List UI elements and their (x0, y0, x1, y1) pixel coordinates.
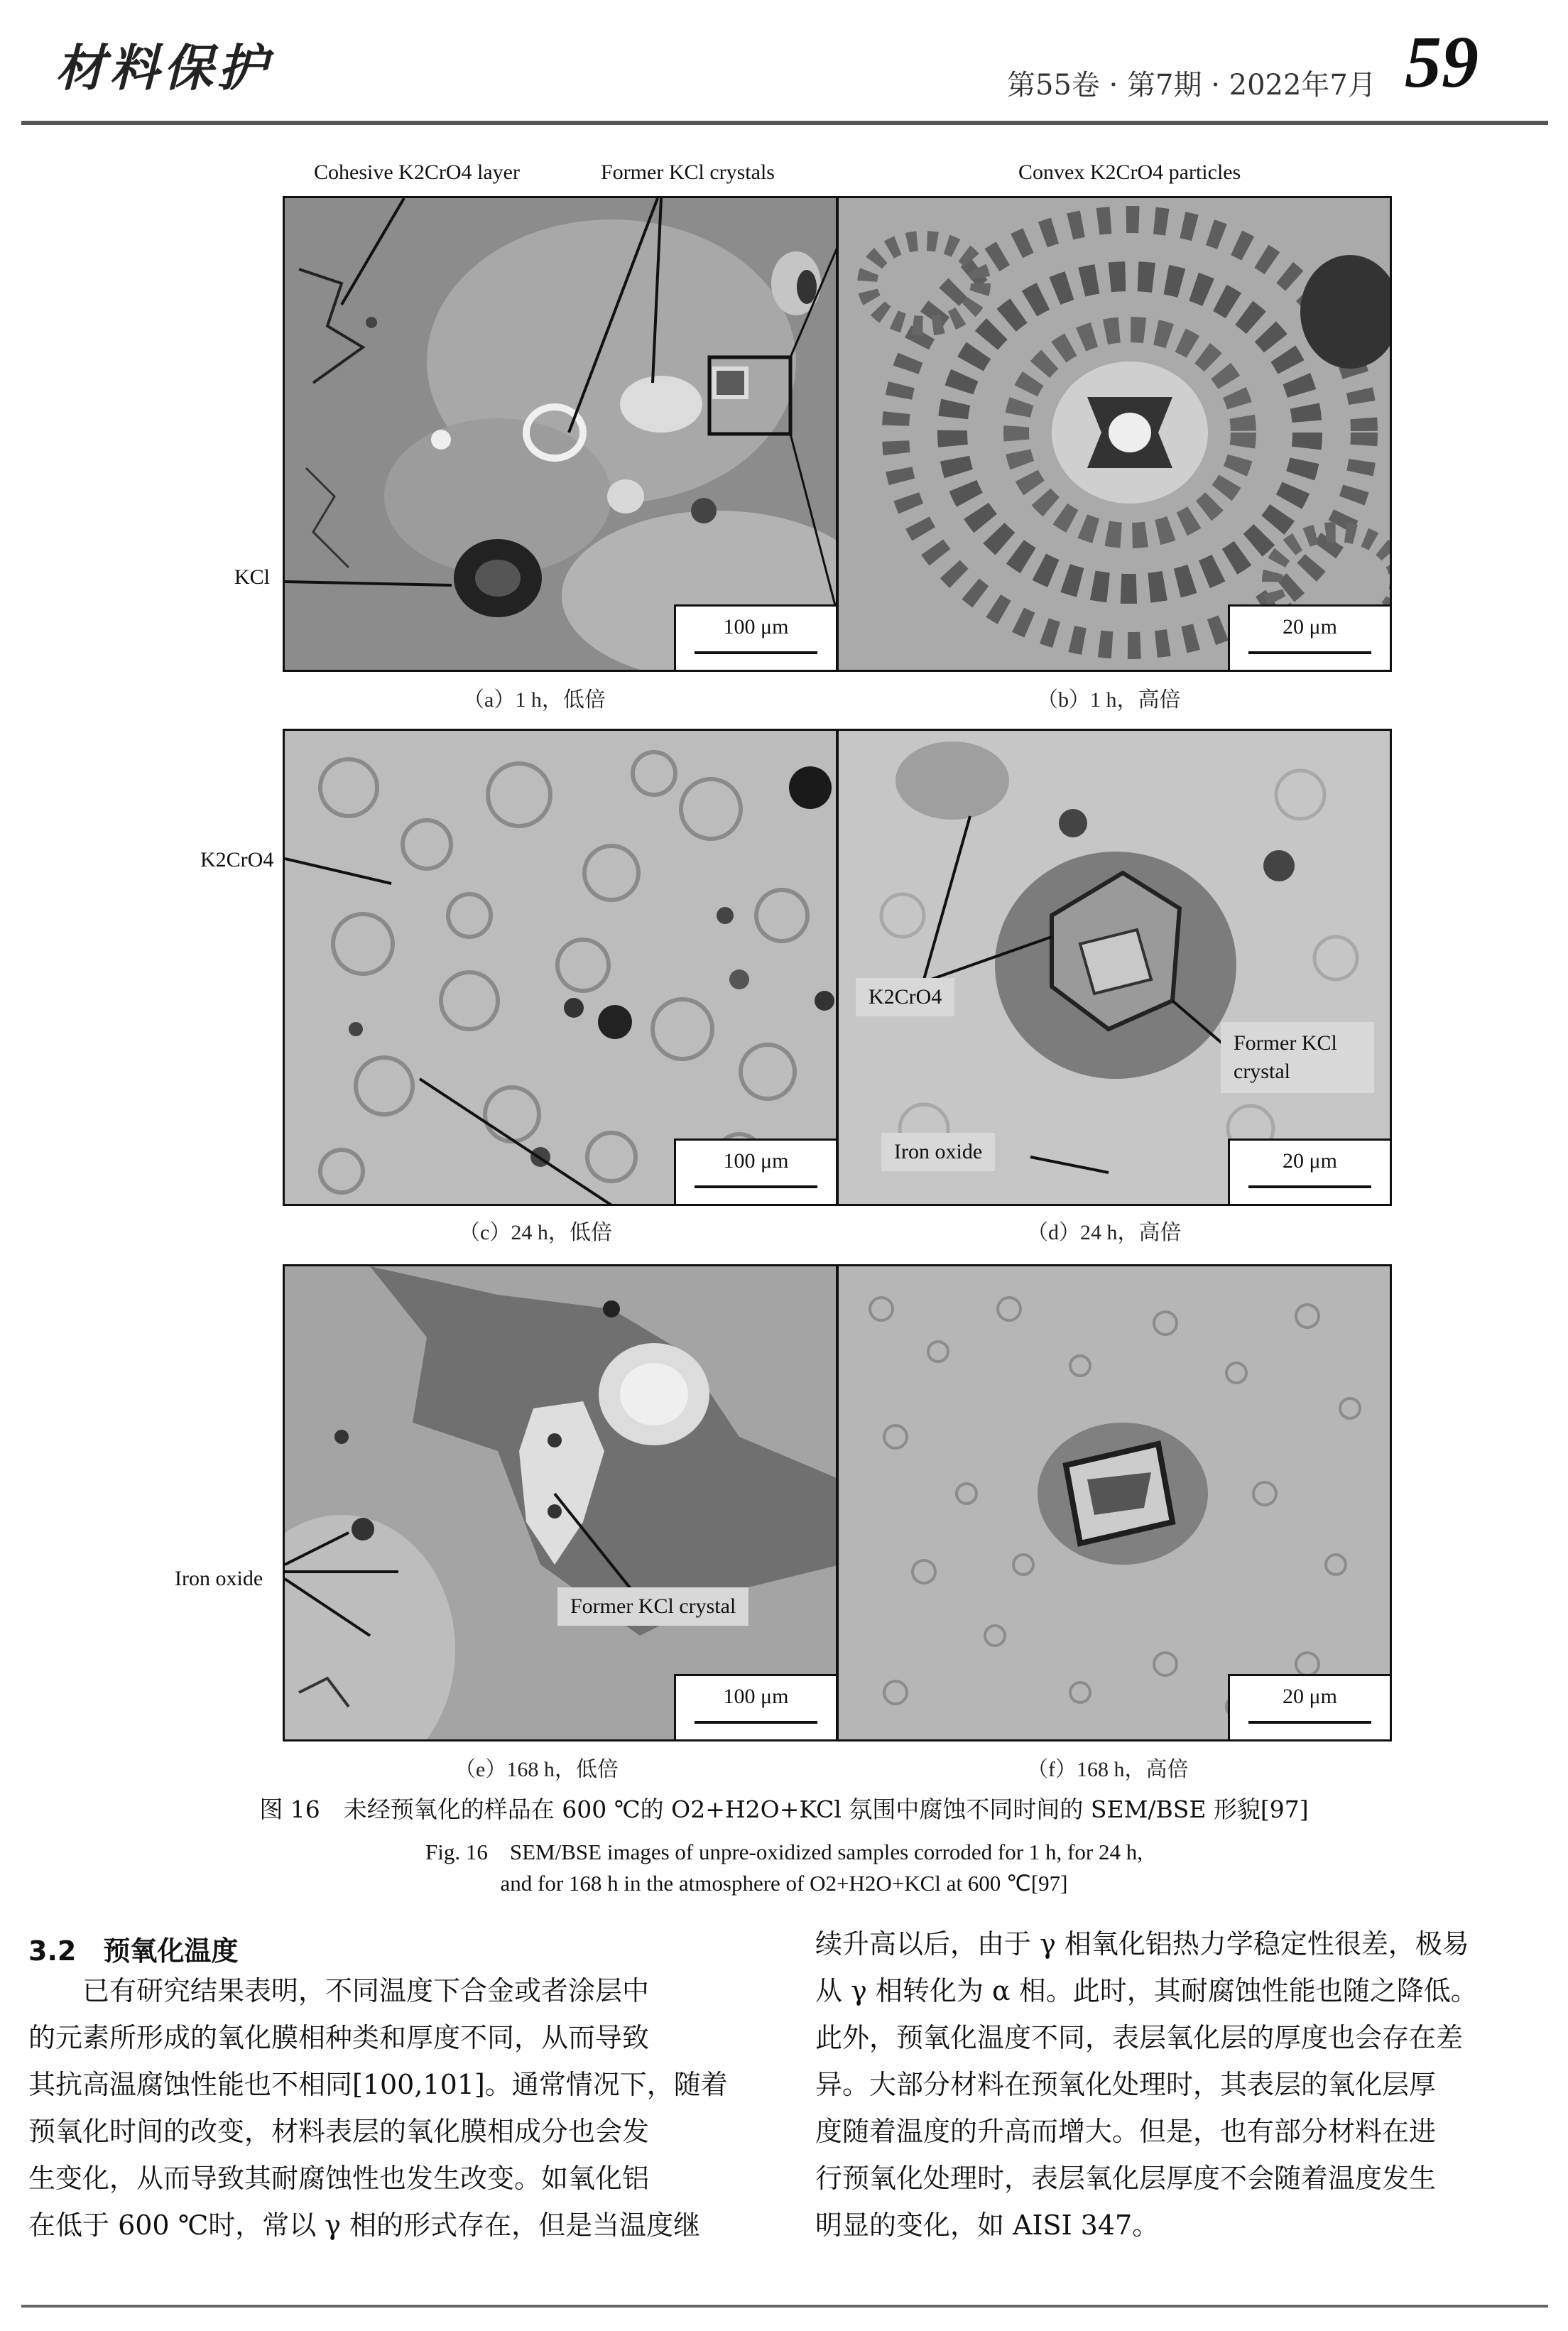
figure-caption-cn: 图 16 未经预氧化的样品在 600 ℃的 O2+H2O+KCl 氛围中腐蚀不同时间的 SEM/BSE 形貌[97] (259, 1795, 1309, 1823)
label-iron-oxide-d: Iron oxide (881, 1133, 995, 1171)
body-line: 此外，预氧化温度不同，表层氧化层的厚度也会存在差 (815, 2022, 1464, 2053)
body-line: 已有研究结果表明，不同温度下合金或者涂层中 (28, 1975, 650, 2006)
scale-label-f: 20 μm (1283, 1685, 1337, 1708)
sem-texture-a (285, 198, 838, 672)
journal-logo: 材料保护 (55, 38, 271, 97)
issue-info: 第55卷 · 第7期 · 2022年7月 (1007, 69, 1376, 102)
sem-panel-c (283, 729, 838, 1206)
sem-panel-b (837, 196, 1392, 672)
sem-panel-f (837, 1264, 1392, 1742)
scale-bar-d (1228, 1139, 1390, 1204)
sem-texture-b (839, 198, 1392, 672)
body-line: 度随着温度的升高而增大。但是，也有部分材料在进 (815, 2116, 1437, 2147)
body-line: 续升高以后，由于 γ 相氧化铝热力学稳定性很差，极易 (815, 1928, 1469, 1960)
label-former-kcl-crystal-d-text: Former KCl crystal (1234, 1031, 1337, 1083)
panel-caption-e: （e）168 h，低倍 (454, 1758, 619, 1781)
panel-caption-d: （d）24 h，高倍 (1027, 1221, 1182, 1244)
annotation-kcl: KCl (234, 565, 271, 589)
panel-caption-f: （f）168 h，高倍 (1027, 1758, 1189, 1781)
body-line: 从 γ 相转化为 α 相。此时，其耐腐蚀性能也随之降低。 (815, 1975, 1478, 2006)
sem-texture-f (839, 1266, 1392, 1742)
annotation-iron-oxide-e: Iron oxide (175, 1567, 263, 1590)
scale-bar-e (674, 1674, 836, 1739)
body-line: 生变化，从而导致其耐腐蚀性也发生改变。如氧化铝 (28, 2163, 650, 2194)
figure-caption-en-line1: Fig. 16 SEM/BSE images of unpre-oxidized samples corroded for 1 h, for 24 h, (425, 1840, 1143, 1864)
label-former-kcl-crystal-d (1221, 1022, 1374, 1093)
body-line: 在低于 600 ℃时，常以 γ 相的形式存在，但是当温度继 (28, 2210, 701, 2241)
panel-caption-a: （a）1 h，低倍 (463, 688, 606, 712)
label-former-kcl-crystal-e: Former KCl crystal (557, 1587, 748, 1626)
figure-caption-en-line2: and for 168 h in the atmosphere of O2+H2O+KCl at 600 ℃[97] (500, 1871, 1068, 1896)
body-line: 明显的变化，如 AISI 347。 (815, 2210, 1160, 2241)
footer-rule (21, 2305, 1548, 2308)
scale-bar-f (1228, 1674, 1390, 1739)
section-heading: 3.2 预氧化温度 (28, 1935, 239, 1967)
panel-caption-c: （c）24 h，低倍 (459, 1221, 612, 1244)
body-left-column (28, 1967, 760, 2249)
scale-bar-a (674, 604, 836, 670)
panel-caption-b: （b）1 h，高倍 (1037, 688, 1181, 712)
scale-label-d: 20 μm (1283, 1149, 1337, 1173)
body-line: 行预氧化处理时，表层氧化层厚度不会随着温度发生 (815, 2163, 1437, 2194)
body-line: 异。大部分材料在预氧化处理时，其表层的氧化层厚 (815, 2069, 1437, 2100)
scale-label-e: 100 μm (723, 1685, 789, 1708)
annotation-cohesive-layer: Cohesive K2CrO4 layer (314, 161, 520, 184)
annotation-former-kcl-crystals: Former KCl crystals (601, 161, 775, 184)
body-line: 其抗高温腐蚀性能也不相同[100,101]。通常情况下，随着 (28, 2069, 728, 2100)
sem-panel-e (283, 1264, 838, 1742)
sem-panel-d (837, 729, 1392, 1206)
sem-texture-e (285, 1266, 838, 1742)
scale-bar-b (1228, 604, 1390, 670)
annotation-k2cro4-c: K2CrO4 (200, 848, 274, 871)
body-line: 的元素所形成的氧化膜相种类和厚度不同，从而导致 (28, 2022, 650, 2053)
annotation-convex-particles: Convex K2CrO4 particles (1018, 161, 1241, 184)
body-line: 预氧化时间的改变，材料表层的氧化膜相成分也会发 (28, 2116, 650, 2147)
scale-label-b: 20 μm (1283, 615, 1337, 639)
page-number: 59 (1405, 21, 1479, 103)
scale-label-c: 100 μm (723, 1149, 789, 1173)
sem-texture-c (285, 731, 838, 1206)
scale-bar-c (674, 1139, 836, 1204)
sem-panel-a (283, 196, 838, 672)
body-right-column (815, 1920, 1547, 2249)
scale-label-a: 100 μm (723, 615, 789, 639)
label-k2cro4-d: K2CrO4 (856, 978, 954, 1016)
